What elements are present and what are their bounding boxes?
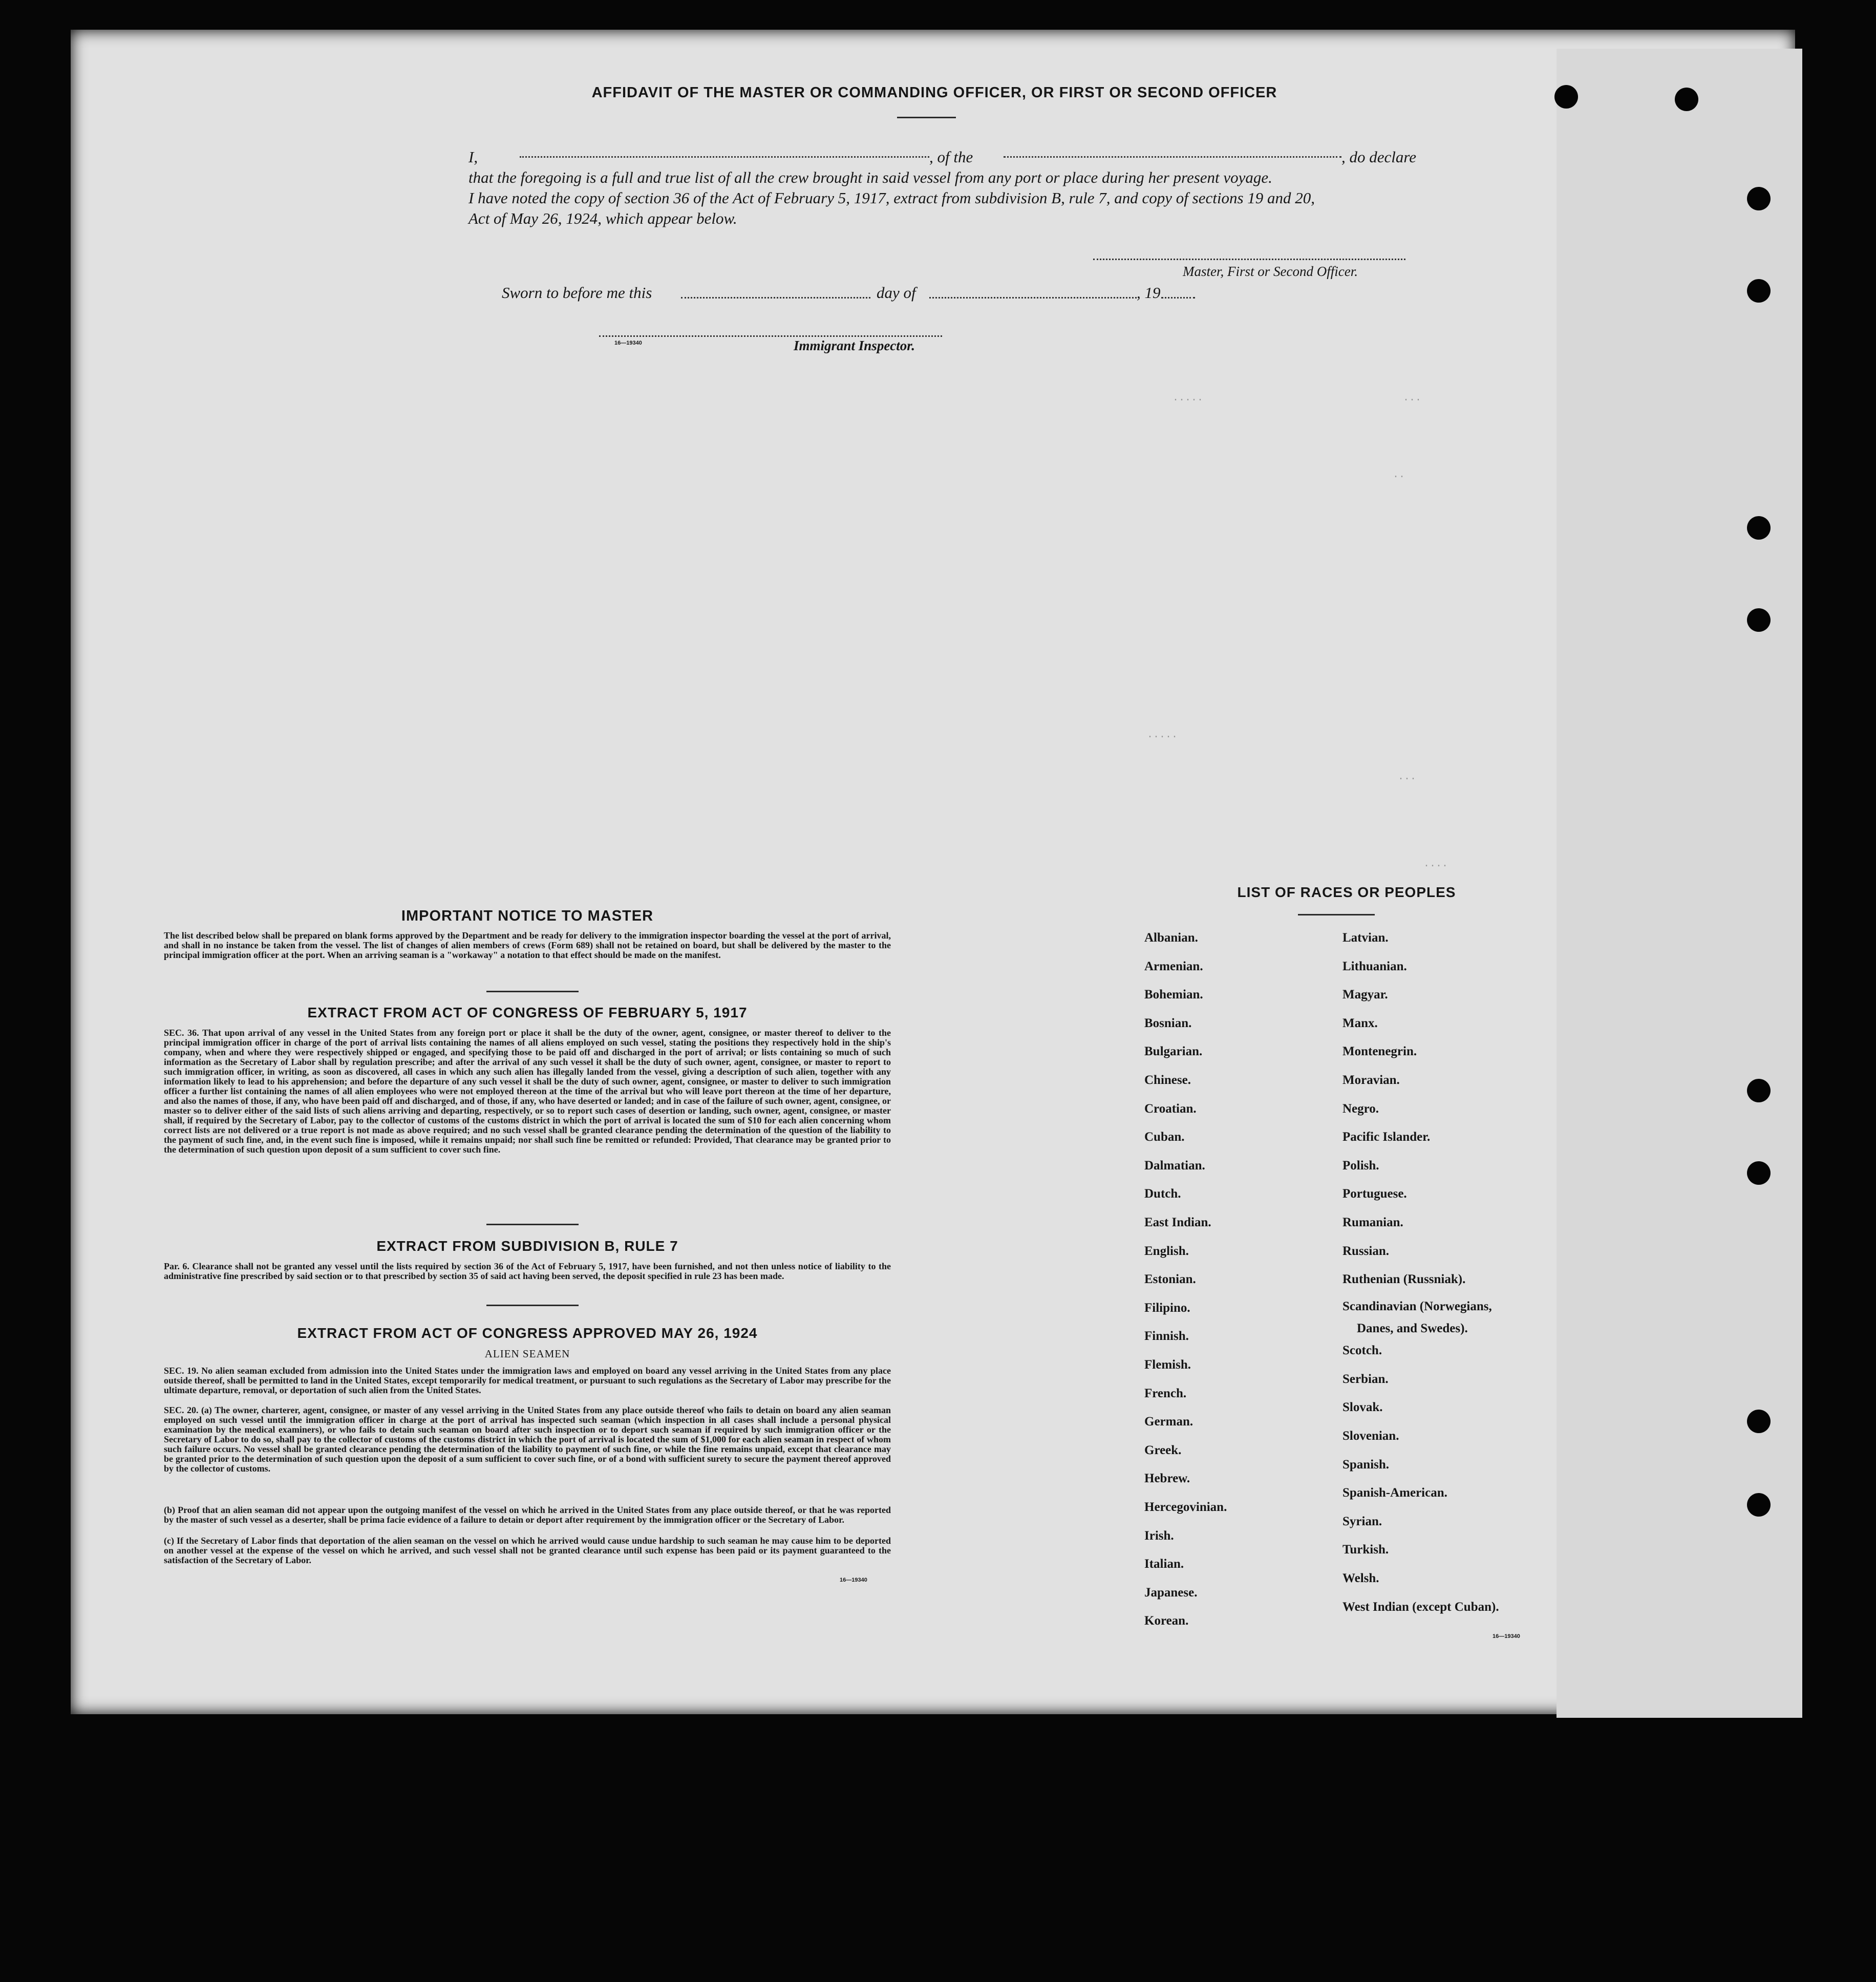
race-item: Flemish. <box>1144 1358 1191 1372</box>
notice-text: The list described below shall be prepared on blank forms approved by the Department and be ready for delivery to the immigration inspector boarding the vessel at the port of arrival, and shall in no instance be taken from the vessel. The list of changes of alien members of crews (Form 689) shall not be retained on board, but shall be delivered by the master to the principal immigration officer at the port. When an arriving seaman is a "workaway" a notation to that effect should be made on the manifest. <box>164 930 891 960</box>
bleed-through-mark: ··· <box>1403 394 1422 406</box>
bleed-through-mark: ··· <box>1398 773 1417 785</box>
affidavit-line3: I have noted the copy of section 36 of the Act of February 5, 1917, extract from subdivision B, rule 7, and copy of sections 19 and 20, <box>468 189 1315 207</box>
sworn-month-field[interactable] <box>929 297 1137 299</box>
form-code: 16—19340 <box>840 1577 867 1583</box>
affidavit-title: AFFIDAVIT OF THE MASTER OR COMMANDING OFFICER, OR FIRST OR SECOND OFFICER <box>591 84 1277 101</box>
alien-seamen-subtitle: ALIEN SEAMEN <box>484 1348 570 1360</box>
race-item: Lithuanian. <box>1342 959 1407 973</box>
race-item: Cuban. <box>1144 1130 1185 1144</box>
bleed-through-mark: ···· <box>1423 860 1448 872</box>
form-code: 16—19340 <box>1493 1633 1520 1639</box>
race-item: Spanish-American. <box>1342 1486 1447 1500</box>
sec20b-text: (b) Proof that an alien seaman did not appear upon the outgoing manifest of the vessel on which he arrived in the United States from any place outside thereof, or that he was reported by the master of such vessel as a deserter, shall be prima facie evidence of a failure to detain or deport after requirement by the immigration officer or the Secretary of Labor. <box>164 1505 891 1525</box>
race-item: Bosnian. <box>1144 1016 1192 1030</box>
bleed-through-mark: ·· <box>1393 471 1405 483</box>
race-item: Bohemian. <box>1144 988 1203 1002</box>
punch-hole <box>1747 608 1771 632</box>
race-item: Syrian. <box>1342 1514 1382 1528</box>
bleed-through-mark: ····· <box>1172 394 1204 406</box>
punch-hole <box>1747 1493 1771 1517</box>
sec20c-text: (c) If the Secretary of Labor finds that deportation of the alien seaman on the vessel on which he arrived would cause undue hardship to such seaman he may cause him to be deported on another vessel at the expense of the vessel on which he arrived, and such vessel shall not be granted clearance until such expense has been paid or its payment guaranteed to the satisfaction of the Secretary of Labor. <box>164 1536 891 1565</box>
race-item: Filipino. <box>1144 1301 1190 1315</box>
race-item: Dalmatian. <box>1144 1158 1205 1173</box>
race-item: Pacific Islander. <box>1342 1130 1431 1144</box>
vessel-name-field[interactable] <box>1004 156 1341 158</box>
sworn-day-field[interactable] <box>681 297 870 299</box>
affidavit-of-the: , of the <box>929 148 973 166</box>
day-of-label: day of <box>877 284 916 302</box>
race-item: French. <box>1144 1386 1187 1400</box>
race-item: Moravian. <box>1342 1073 1400 1087</box>
race-item: Hercegovinian. <box>1144 1500 1227 1514</box>
race-item: Scandinavian (Norwegians, <box>1342 1299 1492 1313</box>
race-item: East Indian. <box>1144 1216 1211 1229</box>
master-signature-field[interactable] <box>1093 259 1405 260</box>
divider <box>1298 914 1375 915</box>
notice-title: IMPORTANT NOTICE TO MASTER <box>401 908 654 924</box>
race-item: Danes, and Swedes). <box>1357 1322 1468 1335</box>
race-item: Dutch. <box>1144 1187 1181 1201</box>
affidavit-i: I, <box>468 148 478 166</box>
sec19-text: SEC. 19. No alien seaman excluded from admission into the United States under the immigration laws and employed on board any vessel arriving in the United States from any place outside thereof, shall be permitted to land in the United States, except temporarily for medical treatment, or pursuant to such regulations as the Secretary of Labor may prescribe for the ultimate departure, removal, or deportation of such alien from the United States. <box>164 1366 891 1395</box>
affidavit-do-declare: , do declare <box>1341 148 1417 166</box>
bleed-through-mark: ····· <box>1147 731 1178 743</box>
race-item: Armenian. <box>1144 959 1203 973</box>
punch-hole <box>1747 1161 1771 1185</box>
race-item: German. <box>1144 1415 1193 1429</box>
race-item: Welsh. <box>1342 1571 1379 1585</box>
affidavit-line4: Act of May 26, 1924, which appear below. <box>468 209 737 227</box>
race-item: Slovak. <box>1342 1400 1383 1415</box>
race-item: Korean. <box>1144 1614 1189 1628</box>
punch-hole <box>1747 516 1771 540</box>
race-item: West Indian (except Cuban). <box>1342 1600 1499 1614</box>
race-item: Magyar. <box>1342 988 1388 1002</box>
race-item: Japanese. <box>1144 1585 1198 1600</box>
race-item: Estonian. <box>1144 1272 1196 1287</box>
race-item: Irish. <box>1144 1528 1174 1543</box>
race-item: Bulgarian. <box>1144 1045 1203 1059</box>
title-divider <box>897 117 956 118</box>
race-item: Hebrew. <box>1144 1472 1190 1486</box>
race-item: Croatian. <box>1144 1101 1197 1116</box>
race-item: Spanish. <box>1342 1457 1390 1472</box>
punch-hole <box>1747 1079 1771 1102</box>
race-item: Russian. <box>1342 1244 1390 1258</box>
extract-1924-title: EXTRACT FROM ACT OF CONGRESS APPROVED MAY 26, 1924 <box>297 1325 758 1341</box>
affidavit-line2: that the foregoing is a full and true list of all the crew brought in said vessel from any port or place during her present voyage. <box>468 168 1272 186</box>
punch-hole <box>1747 187 1771 210</box>
race-item: Polish. <box>1342 1158 1379 1173</box>
year-prefix: , 19 <box>1137 284 1161 302</box>
extract-rule7-text: Par. 6. Clearance shall not be granted any vessel until the lists required by section 36 of the Act of February 5, 1917, have been furnished, and not then unless notice of liability to the administrative fine prescribed by said section or to that prescribed by section 35 of said act having been served, the deposit specified in rule 23 has been made. <box>164 1261 891 1281</box>
punch-hole <box>1675 88 1698 111</box>
race-item: Rumanian. <box>1342 1216 1403 1229</box>
race-item: Negro. <box>1342 1101 1379 1116</box>
race-item: Chinese. <box>1144 1073 1191 1087</box>
race-item: Ruthenian (Russniak). <box>1342 1272 1466 1287</box>
race-item: Slovenian. <box>1342 1429 1399 1443</box>
race-item: Albanian. <box>1144 931 1198 945</box>
race-item: Montenegrin. <box>1342 1045 1417 1059</box>
punch-hole <box>1747 279 1771 303</box>
declarant-name-field[interactable] <box>520 156 929 158</box>
races-title: LIST OF RACES OR PEOPLES <box>1237 884 1456 900</box>
race-item: Latvian. <box>1342 931 1389 945</box>
extract-rule7-title: EXTRACT FROM SUBDIVISION B, RULE 7 <box>376 1238 678 1254</box>
extract-1917-text: SEC. 36. That upon arrival of any vessel in the United States from any foreign port or place it shall be the duty of the owner, agent, consignee, or master thereof to deliver to the principal immigration officer in charge of the port of arrival lists containing the names of all aliens employed on such vessel, stating the positions they respectively hold in the ship's company, when and where they were respectively shipped or engaged, and specifying those to be paid off and discharged in the port of arrival; or lists containing so much of such information as the Secretary of Labor shall by regulation prescribe; and after the arrival of any such vessel it shall be the duty of such owner, agent, consignee, or master to report to such immigration officer, in writing, as soon as discovered, all cases in which any such alien has illegally landed from the vessel, giving a description of such alien, together with any information likely to lead to his apprehension; and before the departure of any such vessel it shall be the duty of such owner, agent, consignee, or master to deliver to such immigration officer a further list containing the names of all alien employees who were not employed thereon at the time of the arrival but who will leave port thereon at the time of her departure, and also the names of those, if any, who have been paid off and discharged, and of those, if any, who have deserted or landed; and in case of the failure of such owner, agent, consignee, or master so to deliver either of the said lists of such aliens arriving and departing, respectively, or so to report such cases of desertion or landing, such owner, agent, consignee, or master shall, if required by the Secretary of Labor, pay to the collector of customs of the customs district in which the port of arrival is located the sum of $10 for each alien concerning whom correct lists are not delivered or a true report is not made as above required; and no such vessel shall be granted clearance pending the determination of the question of the liability to the payment of such fine, and, in the event such fine is imposed, while it remains unpaid; nor shall such fine be remitted or refunded: Provided, That clearance may be granted prior to the determination of such question upon deposit of a sum sufficient to cover such fine. <box>164 1028 891 1155</box>
sec20a-text: SEC. 20. (a) The owner, charterer, agent, consignee, or master of any vessel arriving in the United States from any place outside thereof who fails to detain on board any alien seaman employed on such vessel until the immigration officer in charge at the port of arrival has inspected such seaman (which inspection in all cases shall include a personal physical examination by the medical examiners), or who fails to detain such seaman on board after such inspection or to deport such seaman if required by such immigration officer or the Secretary of Labor to do so, shall pay to the collector of customs of the customs district in which the port of arrival is located the sum of $1,000 for each alien seaman in respect of whom such failure occurs. No vessel shall be granted clearance pending the determination of the liability to payment of such fine, or while the fine remains unpaid, except that clearance may be granted prior to the determination of such question upon the deposit of a sum sufficient to cover such fine, or of a bond with sufficient surety to secure the payment thereof approved by the collector of customs. <box>164 1405 891 1474</box>
race-item: Scotch. <box>1342 1344 1382 1358</box>
race-item: English. <box>1144 1244 1189 1258</box>
form-code: 16—19340 <box>614 340 642 346</box>
race-item: Italian. <box>1144 1557 1184 1571</box>
race-item: Greek. <box>1144 1443 1182 1457</box>
extract-1917-title: EXTRACT FROM ACT OF CONGRESS OF FEBRUARY 5, 1917 <box>307 1005 748 1020</box>
sworn-label: Sworn to before me this <box>502 284 652 302</box>
race-item: Turkish. <box>1342 1543 1389 1557</box>
race-item: Portuguese. <box>1342 1187 1407 1201</box>
sworn-year-field[interactable] <box>1161 297 1195 299</box>
race-item: Serbian. <box>1342 1372 1389 1386</box>
divider <box>486 1305 579 1306</box>
inspector-label: Immigrant Inspector. <box>794 338 915 353</box>
divider <box>486 1224 579 1225</box>
punch-hole <box>1747 1410 1771 1433</box>
master-label: Master, First or Second Officer. <box>1183 264 1358 279</box>
race-item: Manx. <box>1342 1016 1378 1030</box>
divider <box>486 991 579 992</box>
punch-hole <box>1554 85 1578 109</box>
race-item: Finnish. <box>1144 1329 1189 1344</box>
